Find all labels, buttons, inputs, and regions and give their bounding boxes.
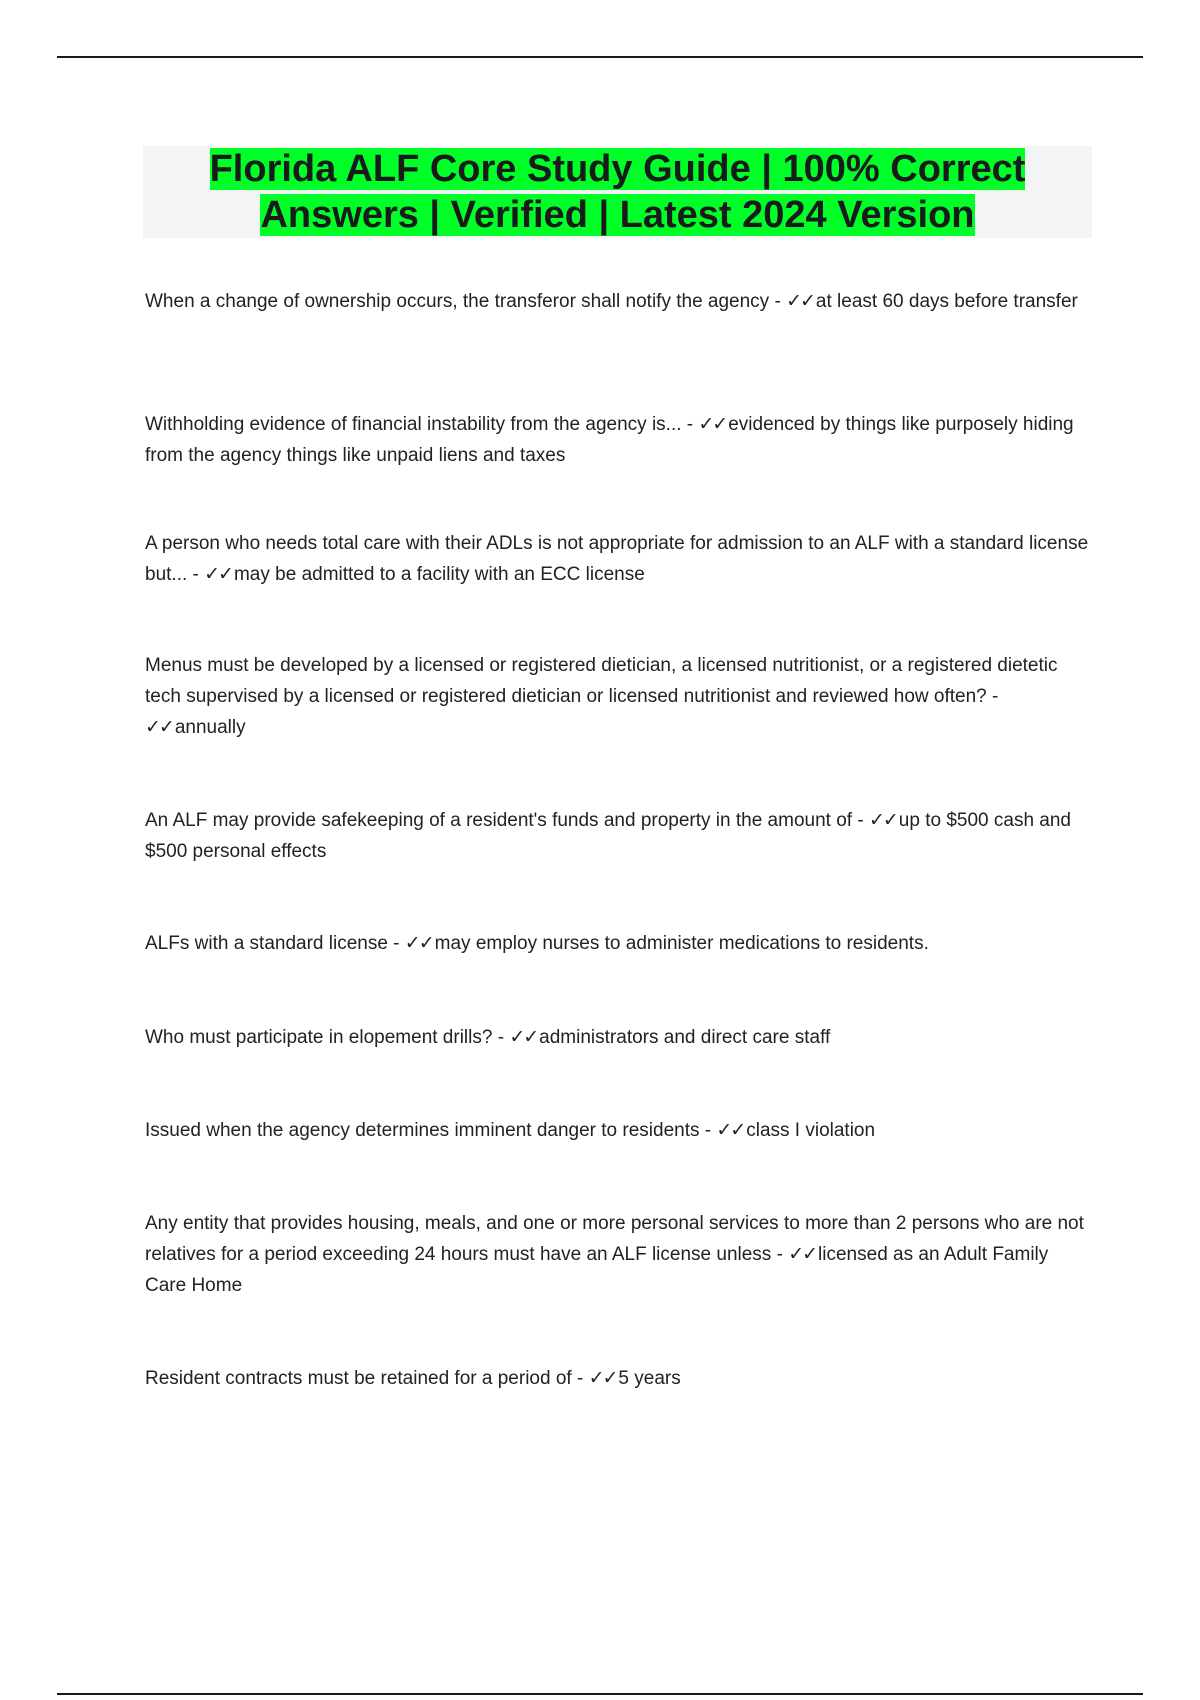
separator: - — [387, 933, 405, 954]
double-check-icon: ✓✓ — [145, 717, 173, 738]
separator: - — [681, 414, 699, 435]
top-rule — [57, 56, 1143, 58]
qa-item-3 — [145, 528, 1090, 590]
separator: - — [699, 1120, 717, 1141]
document-title: Florida ALF Core Study Guide | 100% Correct Answers | Verified | Latest 2024 Version — [209, 148, 1026, 236]
double-check-icon: ✓✓ — [868, 810, 897, 831]
answer-text: class I violation — [746, 1120, 876, 1141]
answer-text: at least 60 days before transfer — [815, 291, 1078, 312]
separator: - — [771, 1244, 789, 1265]
separator: - — [571, 1368, 589, 1389]
title-banner — [143, 146, 1092, 238]
qa-item-9 — [145, 1208, 1090, 1301]
qa-item-4 — [145, 650, 1090, 743]
double-check-icon: ✓✓ — [716, 1120, 745, 1141]
question-text: An ALF may provide safekeeping of a resident's funds and property in the amount of — [145, 810, 853, 831]
double-check-icon: ✓✓ — [788, 1244, 817, 1265]
bottom-rule — [57, 1693, 1143, 1695]
answer-text: evidenced by things like purposely hiding from the agency things like unpaid liens and taxes — [145, 414, 1074, 466]
double-check-icon: ✓✓ — [509, 1027, 538, 1048]
answer-text: licensed as an Adult Family Care Home — [145, 1244, 1049, 1296]
qa-item-10 — [145, 1363, 1090, 1394]
separator: - — [769, 291, 787, 312]
qa-item-8 — [145, 1115, 1090, 1146]
question-text: Menus must be developed by a licensed or registered dietician, a licensed nutritionist, or a registered dietetic tech supervised by a licensed or registered dietician or licensed nutritionist and reviewed how often? — [145, 655, 1058, 707]
double-check-icon: ✓✓ — [404, 933, 433, 954]
separator: - — [852, 810, 869, 831]
question-text: Resident contracts must be retained for a period of — [145, 1368, 572, 1389]
qa-item-1 — [145, 286, 1090, 317]
separator: - — [492, 1027, 510, 1048]
answer-text: may be admitted to a facility with an ECC license — [233, 564, 645, 585]
answer-text: annually — [174, 717, 246, 738]
answer-text: may employ nurses to administer medications to residents. — [434, 933, 929, 954]
answer-text: up to $500 cash and $500 personal effects — [145, 810, 1071, 862]
qa-item-5 — [145, 805, 1090, 867]
question-text: Any entity that provides housing, meals, and one or more personal services to more than 2 persons who are not relatives for a period exceeding 24 hours must have an ALF license unless — [145, 1213, 1084, 1265]
question-text: When a change of ownership occurs, the transferor shall notify the agency — [145, 291, 770, 312]
question-text: ALFs with a standard license — [145, 933, 388, 954]
question-text: A person who needs total care with their ADLs is not appropriate for admission to an ALF with a standard license but... — [145, 533, 1089, 585]
qa-item-2 — [145, 409, 1090, 471]
separator: - — [187, 564, 205, 585]
qa-item-6 — [145, 928, 1090, 959]
qa-item-7 — [145, 1022, 1090, 1053]
double-check-icon: ✓✓ — [204, 564, 232, 585]
double-check-icon: ✓✓ — [588, 1368, 617, 1389]
double-check-icon: ✓✓ — [698, 414, 727, 435]
answer-text: administrators and direct care staff — [539, 1027, 831, 1048]
question-text: Issued when the agency determines imminent danger to residents — [145, 1120, 700, 1141]
answer-text: 5 years — [618, 1368, 681, 1389]
separator: - — [986, 686, 999, 707]
question-text: Who must participate in elopement drills? — [145, 1027, 493, 1048]
question-text: Withholding evidence of financial instability from the agency is... — [145, 414, 682, 435]
double-check-icon: ✓✓ — [786, 291, 814, 312]
